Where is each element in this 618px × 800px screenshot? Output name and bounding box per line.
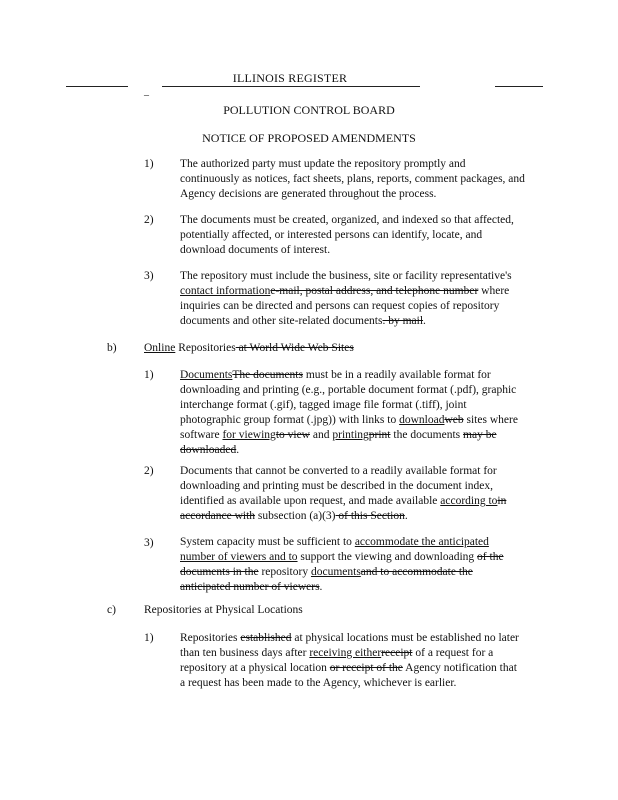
inserted-text: documents [310, 566, 361, 578]
text-line [180, 443, 518, 458]
deleted-text: anticipated number of viewers [180, 581, 320, 593]
text-run: identified as available upon request, and made available [180, 495, 441, 507]
text-line: Agency decisions are generated throughout the process. [180, 188, 437, 200]
item-number: 1) [144, 369, 154, 381]
text-run: System capacity must be sufficient to [180, 536, 355, 548]
text-line: inquiries can be directed and persons can request copies of repository [180, 300, 500, 312]
text-run: Agency notification that [402, 662, 517, 674]
paragraph-a2 [180, 213, 514, 258]
deleted-text: or receipt of the [329, 662, 403, 674]
inserted-text: printing [332, 429, 369, 441]
deleted-text: to view [275, 429, 310, 441]
text-line: The authorized party must update the repository promptly and [180, 158, 466, 170]
text-line: downloading and printing must be described in the document index, [180, 480, 493, 492]
text-line [180, 284, 512, 299]
text-run: . [236, 444, 240, 456]
text-line: downloading and printing (e.g., portable document format (.pdf), graphic [180, 384, 517, 396]
inserted-text: Documents [180, 369, 233, 381]
text-run: . [404, 510, 408, 522]
deleted-text: print [368, 429, 391, 441]
deleted-text: The documents [232, 369, 303, 381]
text-line [180, 509, 506, 524]
text-run: sites where [463, 414, 518, 426]
text-line: Repositories at Physical Locations [144, 604, 303, 616]
paragraph-a1 [180, 157, 525, 202]
deleted-text: established [240, 632, 292, 644]
text-line [180, 413, 518, 428]
inserted-text: according to [440, 495, 498, 507]
text-line [180, 314, 512, 329]
paragraph-c1 [180, 631, 519, 691]
paragraph-b3 [180, 535, 504, 595]
deleted-text: web [444, 414, 464, 426]
text-run: repository at a physical location [180, 662, 330, 674]
text-run: support the viewing and downloading [297, 551, 478, 563]
text-run: documents and other site-related documents [180, 315, 383, 327]
item-number: 3) [144, 270, 154, 282]
item-number: 3) [144, 537, 154, 549]
text-run: must be in a readily available format for [302, 369, 491, 381]
text-line [180, 494, 506, 509]
text-run: . [319, 581, 323, 593]
header-rule-right [495, 86, 543, 87]
text-run: where [478, 285, 510, 297]
text-line [180, 368, 518, 383]
deleted-text: documents in the [180, 566, 259, 578]
text-line [144, 341, 354, 356]
paragraph-a3 [180, 269, 512, 329]
text-line: continuously as notices, fact sheets, plans, reports, comment packages, and [180, 173, 525, 185]
inserted-text: number of viewers and to [180, 551, 298, 563]
text-line [180, 580, 504, 595]
item-number: 1) [144, 632, 154, 644]
text-line: interchange format (.gif), tagged image file format (.tiff), joint [180, 399, 467, 411]
deleted-text: e-mail, postal address, and telephone number [270, 285, 479, 297]
item-number: 2) [144, 465, 154, 477]
header-rule-center [162, 86, 420, 87]
inserted-text: accommodate the anticipated [354, 536, 489, 548]
text-run: of a request for a [412, 647, 494, 659]
inserted-text: receiving either [309, 647, 382, 659]
deleted-text: at World Wide Web Sites [235, 342, 354, 354]
deleted-text: may be [463, 429, 497, 441]
inserted-text: contact information [180, 285, 271, 297]
paragraph-b1 [180, 368, 518, 458]
notice-title: NOTICE OF PROPOSED AMENDMENTS [202, 131, 416, 145]
text-run: subsection (a)(3) [255, 510, 336, 522]
text-line: Documents that cannot be converted to a readily available format for [180, 465, 497, 477]
text-run: and [310, 429, 333, 441]
text-line [180, 550, 504, 565]
text-run: the documents [390, 429, 464, 441]
deleted-text: in [497, 495, 507, 507]
deleted-text: and to accommodate the [360, 566, 473, 578]
text-line: The repository must include the business, site or facility representative's [180, 270, 512, 282]
deleted-text: . by mail [382, 315, 424, 327]
section-letter: c) [107, 604, 116, 616]
text-line [180, 661, 519, 676]
inserted-text: for viewing [222, 429, 276, 441]
text-run: Repositories [180, 632, 241, 644]
text-line [180, 535, 504, 550]
text-line: The documents must be created, organized, and indexed so that affected, [180, 214, 514, 226]
section-heading-c [144, 603, 303, 618]
item-number: 2) [144, 214, 154, 226]
text-line: a request has been made to the Agency, whichever is earlier. [180, 677, 457, 689]
register-title: ILLINOIS REGISTER [232, 71, 348, 85]
text-run: than ten business days after [180, 647, 310, 659]
text-line [180, 565, 504, 580]
text-run: at physical locations must be established no later [291, 632, 519, 644]
text-run: repository [258, 566, 311, 578]
text-run: Repositories [175, 342, 236, 354]
deleted-text: receipt [381, 647, 413, 659]
deleted-text: of the [477, 551, 504, 563]
section-letter: b) [107, 342, 117, 354]
item-number: 1) [144, 158, 154, 170]
header-rule-left [66, 86, 128, 87]
section-heading-b [144, 341, 354, 356]
text-line [180, 631, 519, 646]
text-run: photographic group format (.jpg)) with links to [180, 414, 400, 426]
board-title: POLLUTION CONTROL BOARD [223, 103, 395, 117]
paragraph-b2 [180, 464, 506, 524]
deleted-text: downloaded [180, 444, 237, 456]
header-dash: _ [144, 86, 149, 97]
deleted-text: accordance with [180, 510, 256, 522]
inserted-text: download [399, 414, 445, 426]
text-line: potentially affected, or interested persons can identify, locate, and [180, 229, 483, 241]
text-line: download documents of interest. [180, 244, 331, 256]
deleted-text: of this Section [335, 510, 405, 522]
text-line [180, 646, 519, 661]
text-run: . [423, 315, 426, 327]
text-run: software [180, 429, 223, 441]
text-line [180, 428, 518, 443]
inserted-text: Online [144, 342, 176, 354]
